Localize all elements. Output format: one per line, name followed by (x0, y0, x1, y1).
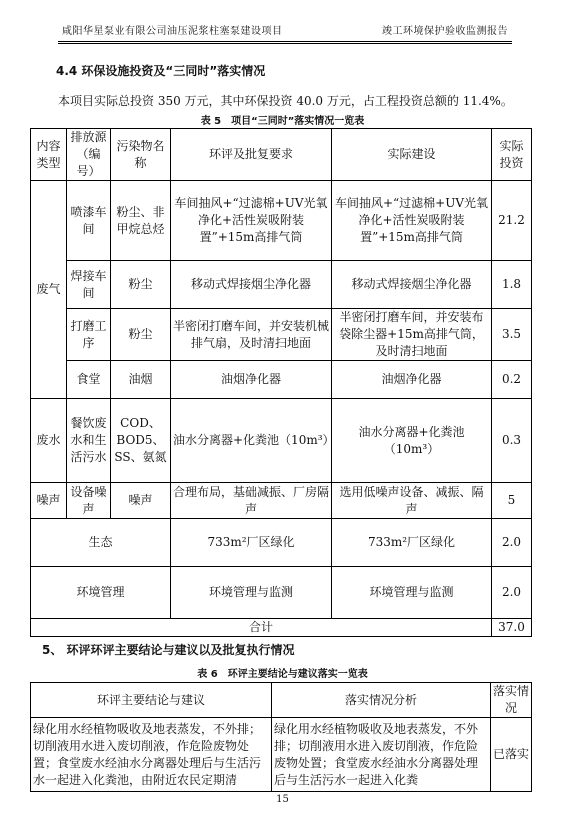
row-source: 设备噪声 (67, 483, 111, 519)
col-investment: 实际投资 (492, 129, 532, 181)
row-investment: 5 (492, 483, 532, 519)
table-row (31, 718, 532, 792)
col-requirement: 环评及批复要求 (171, 129, 332, 181)
row-source: 焊接车间 (67, 261, 111, 309)
row-requirement: 油烟净化器 (171, 361, 332, 399)
table-row (31, 567, 532, 619)
conclusion-cell: 绿化用水经植物吸收及地表蒸发，不外排；切削液用水进入废切削液，作危险废物处置；食堂废水经油水分离器处理后与生活污水一起进入化粪池，由附近农民定期清 (31, 718, 272, 792)
group-eco: 生态 (31, 519, 171, 567)
row-actual: 选用低噪声设备、减振、隔声 (332, 483, 492, 519)
row-pollutant: COD、BOD5、SS、氨氮 (111, 399, 171, 483)
row-pollutant: 噪声 (111, 483, 171, 519)
row-actual: 油烟净化器 (332, 361, 492, 399)
table-row (31, 483, 532, 519)
investment-paragraph: 本项目实际总投资 350 万元，其中环保投资 40.0 万元，占工程投资总额的 11.4%。 (58, 94, 513, 108)
row-requirement: 733m²厂区绿化 (171, 519, 332, 567)
row-actual: 油水分离器+化粪池（10m³） (332, 399, 492, 483)
row-actual: 环境管理与监测 (332, 567, 492, 619)
col-pollutant: 污染物名称 (111, 129, 171, 181)
table6-header-row (31, 683, 532, 718)
row-source: 食堂 (67, 361, 111, 399)
table-row (31, 361, 532, 399)
row-investment: 1.8 (492, 261, 532, 309)
col-actual: 实际建设 (332, 129, 492, 181)
row-pollutant: 油烟 (111, 361, 171, 399)
group-mgmt: 环境管理 (31, 567, 171, 619)
group-water: 废水 (31, 399, 67, 483)
table-row (31, 181, 532, 261)
table5-total-row (31, 619, 532, 637)
col-source: 排放源（编号） (67, 129, 111, 181)
table-row (31, 399, 532, 483)
page-number: 15 (276, 794, 289, 805)
section-4-4-title: 4.4 环保设施投资及“三同时”落实情况 (56, 64, 266, 78)
col-status: 落实情况 (491, 683, 532, 718)
row-pollutant: 粉尘、非甲烷总烃 (111, 181, 171, 261)
total-value: 37.0 (492, 619, 532, 637)
row-investment: 0.2 (492, 361, 532, 399)
row-requirement: 环境管理与监测 (171, 567, 332, 619)
table5 (30, 128, 532, 637)
table-row (31, 261, 532, 309)
row-requirement: 合理布局，基础减振、厂房隔声 (171, 483, 332, 519)
group-gas: 废气 (31, 181, 67, 399)
row-actual: 移动式焊接烟尘净化器 (332, 261, 492, 309)
section-5-title: 5、 环评环评主要结论与建议以及批复执行情况 (42, 643, 295, 657)
group-noise: 噪声 (31, 483, 67, 519)
analysis-cell: 绿化用水经植物吸收及地表蒸发，不外排；切削液用水进入废切削液，作危险废物处置；食堂废水经油水分离器处理后与生活污水一起进入化粪 (272, 718, 491, 792)
header-rule-2 (58, 43, 512, 44)
header-report: 竣工环境保护验收监测报告 (382, 26, 508, 37)
row-requirement: 移动式焊接烟尘净化器 (171, 261, 332, 309)
table5-header-row (31, 129, 532, 181)
row-actual: 车间抽风+“过滤棉+UV光氧净化+活性炭吸附装置”+15m高排气筒 (332, 181, 492, 261)
table6-caption: 表 6 环评主要结论与建议落实一览表 (197, 669, 368, 680)
row-investment: 0.3 (492, 399, 532, 483)
total-label: 合计 (31, 619, 492, 637)
table-row (31, 519, 532, 567)
row-requirement: 半密闭打磨车间，并安装机械排气扇，及时清扫地面 (171, 309, 332, 361)
row-source: 喷漆车间 (67, 181, 111, 261)
row-investment: 21.2 (492, 181, 532, 261)
row-source: 打磨工序 (67, 309, 111, 361)
row-investment: 2.0 (492, 519, 532, 567)
table6 (30, 682, 532, 792)
row-investment: 3.5 (492, 309, 532, 361)
table5-caption: 表 5 项目“三同时”落实情况一览表 (200, 116, 365, 127)
row-source: 餐饮废水和生活污水 (67, 399, 111, 483)
row-investment: 2.0 (492, 567, 532, 619)
row-pollutant: 粉尘 (111, 261, 171, 309)
col-conclusion: 环评主要结论与建议 (31, 683, 272, 718)
col-analysis: 落实情况分析 (272, 683, 491, 718)
page-header (62, 22, 508, 37)
status-cell: 已落实 (491, 718, 532, 792)
row-actual: 半密闭打磨车间，并安装布袋除尘器+15m高排气筒，及时清扫地面 (332, 309, 492, 361)
col-type: 内容类型 (31, 129, 67, 181)
header-rule (58, 41, 512, 42)
header-project: 咸阳华星泵业有限公司油压泥浆柱塞泵建设项目 (62, 26, 283, 37)
row-actual: 733m²厂区绿化 (332, 519, 492, 567)
table-row (31, 309, 532, 361)
row-pollutant: 粉尘 (111, 309, 171, 361)
row-requirement: 油水分离器+化粪池（10m³） (171, 399, 332, 483)
row-requirement: 车间抽风+“过滤棉+UV光氧净化+活性炭吸附装置”+15m高排气筒 (171, 181, 332, 261)
